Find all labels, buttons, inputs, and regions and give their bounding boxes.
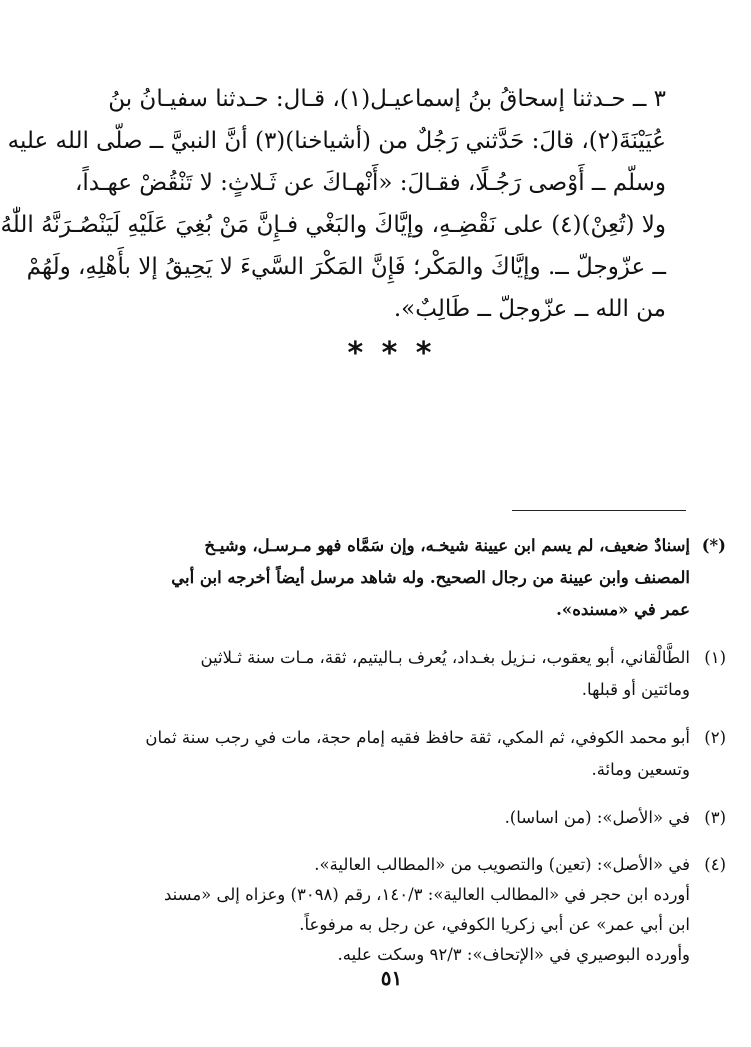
footnote-divider: [512, 510, 686, 511]
main-text-line: من الله ــ عزّوجلّ ــ طَالِبٌ».: [393, 296, 666, 322]
main-text-line: ولا (تُعِنْ)(٤) على نَقْضِـهِ، وإيَّاكَ والبَغْي فـإِنَّ مَنْ بُغِيَ عَلَيْهِ لَيَنْصُـرَنَّهُ اللّٰهُ: [0, 212, 666, 238]
main-text: [0, 78, 666, 330]
footnote-line: ومائتين أو قبلها.: [581, 680, 690, 699]
footnote-4: [118, 850, 726, 970]
footnote-line: عمر في «مسنده».: [556, 600, 690, 619]
footnote-star: [118, 530, 726, 626]
footnotes: [118, 530, 726, 986]
footnote-line: [118, 850, 726, 880]
main-text-line: وسلّم ــ أَوْصى رَجُـلًا، فقـالَ: «أَنْهـاكَ عن ثَـلاثٍ: لا تَنْقُضْ عهـداً،: [74, 170, 666, 196]
main-text-line: ٣ ــ حـدثنا إسحاقُ بنُ إسماعيـل(١)، قـال: حـدثنا سفيـانُ بنُ: [108, 86, 666, 112]
footnote-line: [118, 530, 726, 562]
footnote-line: وتسعين ومائة.: [591, 760, 690, 779]
footnote-line: [118, 722, 726, 754]
footnote-marker: (٤): [704, 855, 726, 874]
footnote-marker: (٣): [704, 808, 726, 827]
main-text-line: ــ عزّوجلّ ــ. وإيَّاكَ والمَكْر؛ فَإِنَّ المَكْرَ السَّيءَ لا يَحِيقُ إلا بأَهْلِهِ، ولَهُمْ: [26, 254, 666, 280]
footnote-line: المصنف وابن عيينة من رجال الصحيح. وله شاهد مرسل أيضاً أخرجه ابن أبي: [171, 568, 690, 587]
footnote-marker: (١): [704, 648, 726, 667]
footnote-line: ابن أبي عمر» عن أبي زكريا الكوفي، عن رجل به مرفوعاً.: [299, 915, 690, 934]
footnote-text: أبو محمد الكوفي، ثم المكي، ثقة حافظ فقيه إمام حجة، مات في رجب سنة ثمان: [145, 728, 690, 747]
footnote-1: [118, 642, 726, 706]
footnote-line: [118, 802, 726, 834]
footnote-text: في «الأصل»: (تعين) والتصويب من «المطالب العالية».: [314, 855, 690, 874]
footnote-line: وأورده البوصيري في «الإتحاف»: ٩٢/٣ وسكت عليه.: [337, 945, 690, 964]
main-text-line: عُيَيْنَةَ(٢)، قالَ: حَدَّثني رَجُلٌ من (أشياخنا)(٣) أنَّ النبيَّ ــ صلّى الله عليه: [7, 128, 666, 154]
section-separator: * * *: [347, 336, 436, 371]
footnote-text: في «الأصل»: (من اساسا).: [504, 808, 690, 827]
footnote-text: الطَّالْقاني، أبو يعقوب، نـزيل بغـداد، يُعرف بـاليتيم، ثقة، مـات سنة ثـلاثين: [200, 648, 690, 667]
footnote-2: [118, 722, 726, 786]
footnote-marker: (٢): [704, 728, 726, 747]
footnote-marker: (*): [701, 536, 726, 555]
footnote-text: إسنادٌ ضعيف، لم يسم ابن عيينة شيخـه، وإن سَمَّاه فهو مـرسـل، وشيـخ: [204, 536, 690, 555]
footnote-3: [118, 802, 726, 834]
footnote-line: أورده ابن حجر في «المطالب العالية»: ١٤٠/٣، رقم (٣٠٩٨) وعزاه إلى «مسند: [163, 885, 690, 904]
page-number: ٥١: [380, 966, 403, 990]
footnote-line: [118, 642, 726, 674]
